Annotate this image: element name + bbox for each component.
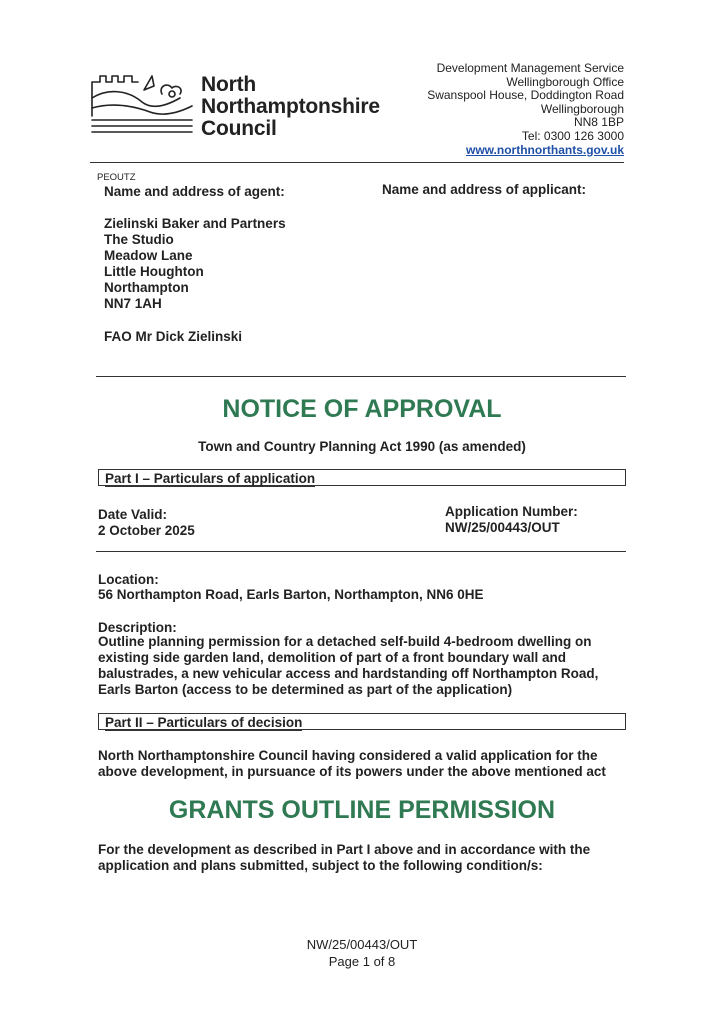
application-number-label: Application Number:: [445, 504, 578, 519]
office-line: Wellingborough Office: [506, 74, 624, 89]
agent-address-line: Little Houghton: [104, 264, 204, 279]
location-label: Location:: [98, 572, 159, 587]
description-line: existing side garden land, demolition of part of a front boundary wall and: [98, 650, 567, 665]
page-footer: [0, 936, 724, 970]
section-divider: [96, 551, 626, 552]
decision-intro: [98, 748, 606, 780]
decision-intro-line: above development, in pursuance of its powers under the above mentioned act: [98, 764, 606, 779]
office-line: NN8 1BP: [573, 115, 624, 130]
description-line: balustrades, a new vehicular access and hardstanding off Northampton Road,: [98, 666, 599, 681]
description-line: Outline planning permission for a detached self-build 4-bedroom dwelling on: [98, 634, 592, 649]
office-line: Swanspool House, Doddington Road: [427, 88, 624, 103]
council-name-line: North: [201, 73, 256, 96]
reference-code: PEOUTZ: [97, 172, 136, 183]
part2-heading-box: [98, 713, 626, 730]
agent-heading: Name and address of agent:: [104, 184, 285, 199]
decision-title: GRANTS OUTLINE PERMISSION: [168, 796, 556, 824]
application-number-value: NW/25/00443/OUT: [445, 520, 560, 535]
council-name: [201, 74, 380, 140]
part2-heading: Part II – Particulars of decision: [105, 715, 303, 730]
date-valid-value: 2 October 2025: [98, 523, 195, 538]
part1-heading: Part I – Particulars of application: [105, 471, 316, 486]
agent-address-line: Zielinski Baker and Partners: [104, 216, 286, 231]
office-line: Development Management Service: [436, 61, 624, 75]
agent-address-line: The Studio: [104, 232, 174, 247]
part1-heading-box: [98, 469, 626, 486]
conditions-intro-line: For the development as described in Part I above and in accordance with the: [98, 842, 591, 857]
office-address: [427, 62, 624, 157]
date-valid-label: Date Valid:: [98, 507, 168, 522]
description-label: Description:: [98, 620, 177, 635]
section-divider: [96, 376, 626, 377]
act-title: Town and Country Planning Act 1990 (as amended): [198, 439, 526, 454]
applicant-heading: Name and address of applicant:: [382, 182, 587, 197]
agent-address-line: NN7 1AH: [104, 296, 162, 311]
council-logo-icon: [88, 68, 200, 140]
council-name-line: Council: [201, 117, 277, 140]
agent-address-line: Northampton: [104, 280, 189, 295]
decision-intro-line: North Northamptonshire Council having considered a valid application for the: [98, 748, 598, 763]
conditions-intro: [98, 842, 590, 874]
description-line: Earls Barton (access to be determined as part of the application): [98, 682, 513, 697]
office-line: Tel: 0300 126 3000: [521, 128, 624, 143]
website-link[interactable]: www.northnorthants.gov.uk: [466, 142, 624, 157]
location-value: 56 Northampton Road, Earls Barton, Northampton, NN6 0HE: [98, 587, 484, 602]
footer-reference: NW/25/00443/OUT: [306, 937, 418, 952]
agent-address-line: Meadow Lane: [104, 248, 193, 263]
description-text: [98, 634, 598, 698]
header-divider: [90, 162, 624, 163]
conditions-intro-line: application and plans submitted, subject to the following condition/s:: [98, 858, 543, 873]
council-name-line: Northamptonshire: [201, 95, 380, 118]
footer-page-number: Page 1 of 8: [328, 954, 396, 969]
agent-fao: FAO Mr Dick Zielinski: [104, 329, 243, 344]
agent-address: [104, 216, 286, 312]
office-line: Wellingborough: [540, 101, 624, 116]
notice-title: NOTICE OF APPROVAL: [222, 395, 502, 423]
